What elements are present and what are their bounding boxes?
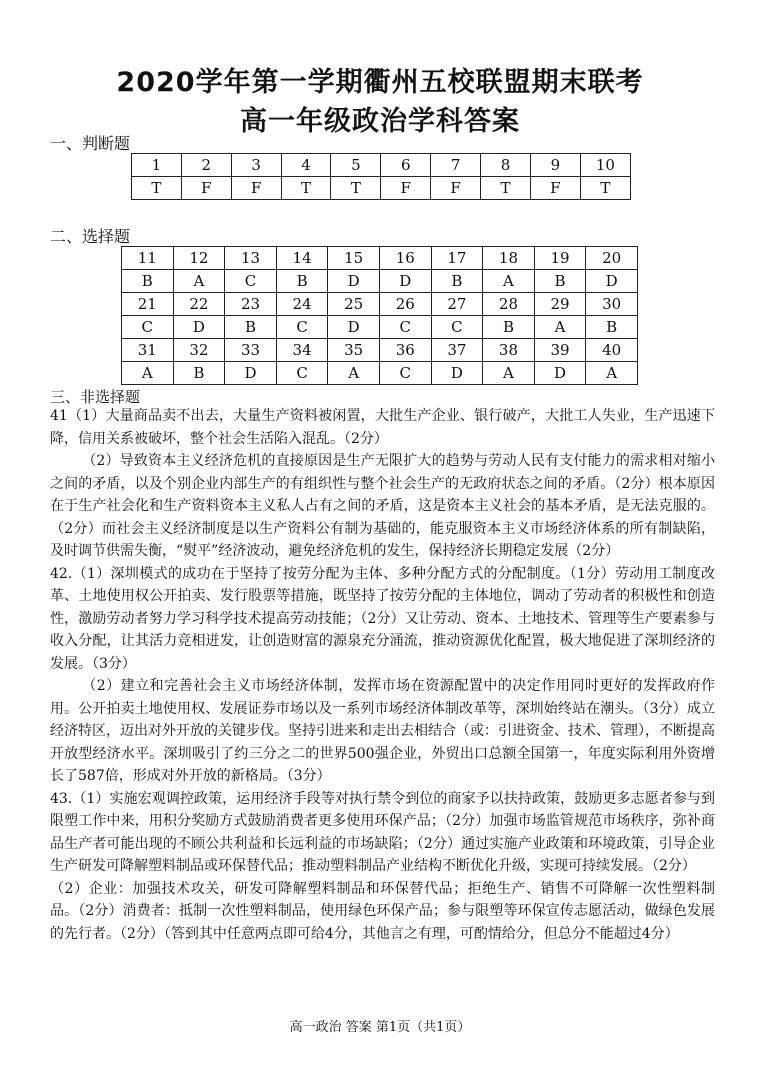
answer-paragraph: 42.（1）深圳模式的成功在于坚持了按劳分配为主体、多种分配方式的分配制度。（1分）劳动用工制度改革、土地使用权公开拍卖、发行股票等措施，既坚持了按劳分配的主体地位，调动了劳动者的积极性和创造性，激励劳动者努力学习科学技术提高劳动技能；（2分）又让劳动、资本、土地技术、管理等生产要素参与收入分配，让其活力竞相迸发，让创造财富的源泉充分涌流，推动资源优化配置，极大地促进了深圳经济的发展。（3分） [50,565,715,672]
answer-cell: B [276,270,328,293]
question-number-cell: 4 [281,154,331,177]
answer-cell: C [225,270,277,293]
question-number-cell: 16 [379,247,431,270]
answer-cell: F [231,177,281,200]
question-number-cell: 29 [534,293,586,316]
answer-cell: B [122,270,174,293]
answer-cell: T [580,177,630,200]
page-footer: 高一政治 答案 第1页（共1页） [289,1020,471,1035]
answer-cell: D [431,362,483,385]
table-row [122,293,638,316]
question-number-cell: 11 [122,247,174,270]
answer-cell: T [481,177,531,200]
question-number-cell: 39 [534,339,586,362]
answer-cell: C [276,316,328,339]
answer-paragraph: 43.（1）实施宏观调控政策，运用经济手段等对执行禁令到位的商家予以扶持政策，鼓励更多志愿者参与到限塑工作中来，用积分奖励方式鼓励消费者更多使用环保产品；（2分）加强市场监管规范市场秩序，弥补商品生产者可能出现的不顾公共利益和长远利益的市场缺陷；（2分）通过实施产业政策和环境政策，引导企业生产研发可降解塑料制品或环保替代品；推动塑料制品产业结构不断优化升级，实现可持续发展。（2分） [50,790,715,874]
answer-cell: C [379,316,431,339]
page-title: 2020学年第一学期衢州五校联盟期末联考 [116,67,644,98]
answer-cell: A [483,362,535,385]
question-number-cell: 21 [122,293,174,316]
question-number-cell: 1 [132,154,182,177]
section-non-choice-heading: 三、非选择题 [50,388,141,406]
answer-cell: A [328,362,380,385]
answer-paragraph: （2）建立和完善社会主义市场经济体制，发挥市场在资源配置中的决定作用同时更好的发挥政府作用。公开拍卖土地使用权、发展证券市场以及一系列市场经济体制改革等，深圳始终站在潮头。（3分）成立经济特区，迈出对外开放的关键步伐。坚持引进来和走出去相结合（或：引进资金、技术、管理），不断提高开放型经济水平。深圳吸引了约三分之二的世界500强企业，外贸出口总额全国第一，年度实际利用外资增长了587倍，形成对外开放的新格局。（3分） [50,678,715,784]
answer-cell: B [431,270,483,293]
question-number-cell: 15 [328,247,380,270]
answer-cell: B [483,316,535,339]
question-number-cell: 14 [276,247,328,270]
answer-paragraph: 41（1）大量商品卖不出去，大量生产资料被闲置，大批生产企业、银行破产，大批工人失业，生产迅速下降，信用关系被破坏，整个社会生活陷入混乱。（2分） [50,408,715,447]
question-number-cell: 2 [181,154,231,177]
question-number-cell: 20 [586,247,638,270]
question-number-cell: 7 [431,154,481,177]
table-row [132,154,631,177]
table-row [122,339,638,362]
section-multiple-choice-heading: 二、选择题 [50,227,131,246]
answer-cell: T [281,177,331,200]
question-number-cell: 17 [431,247,483,270]
answer-paragraph: （2）导致资本主义经济危机的直接原因是生产无限扩大的趋势与劳动人民有支付能力的需求相对缩小之间的矛盾，以及个别企业内部生产的有组织性与整个社会生产的无政府状态之间的矛盾。（2分）根本原因在于生产社会化和生产资料资本主义私人占有之间的矛盾，这是资本主义社会的基本矛盾，是无法克服的。（2分）而社会主义经济制度是以生产资料公有制为基础的，能克服资本主义市场经济体系的所有制缺陷，及时调节供需失衡，“熨平”经济波动，避免经济危机的发生，保持经济长期稳定发展（2分） [50,453,715,559]
question-number-cell: 22 [173,293,225,316]
question-number-cell: 38 [483,339,535,362]
question-number-cell: 5 [331,154,381,177]
answer-paragraph: （2）企业：加强技术攻关，研发可降解塑料制品和环保替代品；拒绝生产、销售不可降解一次性塑料制品。（2分）消费者：抵制一次性塑料制品，使用绿色环保产品；参与限塑等环保宣传志愿活动，做绿色发展的先行者。（2分）（答到其中任意两点即可给4分，其他言之有理，可酌情给分，但总分不能超过4分） [50,880,715,942]
question-number-cell: 19 [534,247,586,270]
question-number-cell: 30 [586,293,638,316]
page-subtitle: 高一年级政治学科答案 [240,106,520,137]
true-false-answer-table [131,153,631,200]
answer-cell: F [431,177,481,200]
section-true-false-heading: 一、判断题 [50,134,131,153]
answer-cell: A [586,362,638,385]
answer-cell: F [381,177,431,200]
question-number-cell: 13 [225,247,277,270]
answer-cell: D [328,270,380,293]
answer-cell: C [122,316,174,339]
question-number-cell: 12 [173,247,225,270]
question-number-cell: 32 [173,339,225,362]
answer-cell: B [173,362,225,385]
answer-body [50,405,715,945]
answer-cell: C [379,362,431,385]
question-number-cell: 10 [580,154,630,177]
answer-cell: D [534,362,586,385]
answer-cell: D [328,316,380,339]
question-number-cell: 35 [328,339,380,362]
question-number-cell: 24 [276,293,328,316]
answer-cell: A [122,362,174,385]
answer-cell: A [483,270,535,293]
table-row [122,316,638,339]
answer-cell: D [225,362,277,385]
question-number-cell: 27 [431,293,483,316]
answer-cell: F [530,177,580,200]
question-number-cell: 33 [225,339,277,362]
question-number-cell: 3 [231,154,281,177]
answer-cell: F [181,177,231,200]
table-row [132,177,631,200]
question-number-cell: 6 [381,154,431,177]
table-row [122,270,638,293]
question-number-cell: 36 [379,339,431,362]
answer-cell: B [225,316,277,339]
question-number-cell: 18 [483,247,535,270]
question-number-cell: 31 [122,339,174,362]
answer-cell: C [431,316,483,339]
question-number-cell: 8 [481,154,531,177]
answer-cell: C [276,362,328,385]
question-number-cell: 34 [276,339,328,362]
multiple-choice-answer-table [121,246,638,385]
table-row [122,362,638,385]
answer-cell: D [379,270,431,293]
question-number-cell: 23 [225,293,277,316]
question-number-cell: 28 [483,293,535,316]
answer-cell: A [173,270,225,293]
question-number-cell: 26 [379,293,431,316]
answer-cell: D [173,316,225,339]
question-number-cell: 37 [431,339,483,362]
answer-cell: A [534,316,586,339]
answer-cell: B [586,316,638,339]
question-number-cell: 40 [586,339,638,362]
question-number-cell: 9 [530,154,580,177]
table-row [122,247,638,270]
answer-cell: T [132,177,182,200]
answer-cell: T [331,177,381,200]
question-number-cell: 25 [328,293,380,316]
answer-cell: B [534,270,586,293]
answer-cell: D [586,270,638,293]
